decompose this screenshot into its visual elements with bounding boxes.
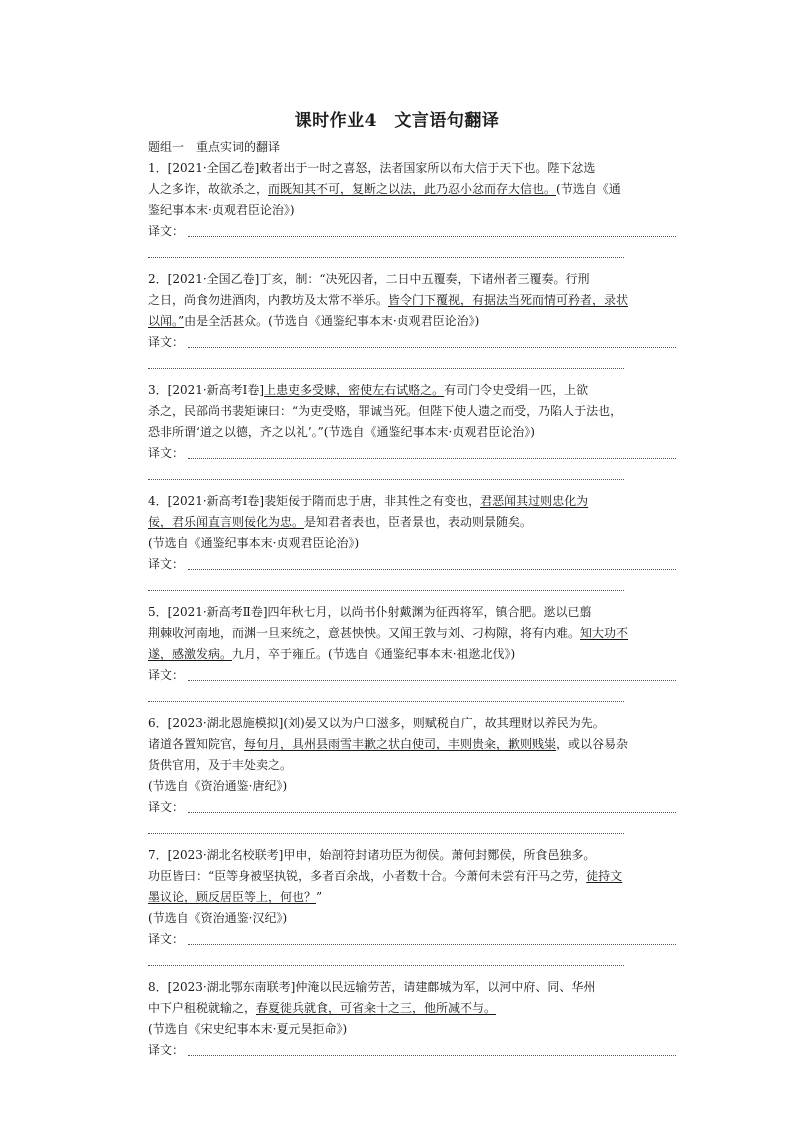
underlined-sentence: 而既知其不可，复断之以法，此乃忍小忿而存大信也。	[268, 182, 557, 196]
answer-row	[148, 1040, 676, 1061]
question-text: 货供官用，及于丰处卖之。	[148, 758, 293, 772]
group-heading	[148, 137, 676, 158]
question-text-line	[148, 755, 676, 776]
answer-label: 译文：	[148, 668, 185, 682]
question-text: 中下户租税就输之，	[148, 1001, 257, 1015]
underlined-sentence: 墨议论，顾反居臣等上，何也？	[148, 890, 317, 904]
underlined-sentence: 春夏徙兵就食，可省籴十之三，他所减不与。	[256, 1001, 497, 1015]
question-text: 8．[2023·湖北鄂东南联考]仲淹以民远输劳苦，请建鄜城为军，以河中府、同、华州	[148, 980, 596, 994]
question-text: 荆棘收河南地，而渊一旦来统之，意甚怏怏。又闻王敦与刘、刁构隙，将有内难。	[148, 626, 581, 640]
question-text-line	[148, 512, 676, 533]
question-text-line	[148, 734, 676, 755]
question-text: ”	[316, 890, 323, 904]
question-text: (节选自《通鉴纪事本末·贞观君臣论治》)	[148, 536, 360, 550]
answer-blank-line[interactable]	[188, 236, 676, 237]
question-text: 人之多诈，故欲杀之，	[148, 182, 269, 196]
question-text: 是知君者表也，臣者景也，表动则景随矣。	[304, 515, 533, 529]
question-text: 7．[2023·湖北名校联考]甲申，始剖符封诸功臣为彻侯。萧何封酂侯，所食邑独多。	[148, 848, 596, 862]
question-text-line	[148, 602, 676, 623]
underlined-sentence: 知大功不	[580, 626, 629, 640]
question-2	[148, 269, 676, 374]
answer-row	[148, 665, 676, 686]
worksheet-body	[148, 137, 676, 1067]
answer-row	[148, 554, 676, 575]
question-text-line	[148, 491, 676, 512]
answer-row	[148, 332, 676, 353]
answer-blank-line[interactable]	[188, 680, 676, 681]
question-text: 诸道各置知院官，	[148, 737, 245, 751]
question-text: 1．[2021·全国乙卷]敕者出于一时之喜怒，法者国家所以布大信于天下也。陛下忿选	[148, 161, 596, 175]
question-text-line	[148, 887, 676, 908]
answer-row-continued	[148, 686, 676, 707]
underlined-sentence: 君恶闻其过则忠化为	[480, 494, 589, 508]
question-text-line	[148, 845, 676, 866]
answer-label: 译文：	[148, 224, 185, 238]
answer-blank-line[interactable]	[148, 590, 624, 591]
question-text: (节选自《资治通鉴·汉纪》)	[148, 911, 288, 925]
answer-row-continued	[148, 242, 676, 263]
answer-row	[148, 797, 676, 818]
answer-blank-line[interactable]	[148, 965, 624, 966]
answer-label: 译文：	[148, 932, 185, 946]
question-text-line	[148, 380, 676, 401]
question-text-line	[148, 179, 676, 200]
answer-blank-line[interactable]	[188, 1055, 676, 1056]
question-text: 鉴纪事本末·贞观君臣论治》)	[148, 203, 295, 217]
question-text: 由是全活甚众。(节选自《通鉴纪事本末·贞观君臣论治》)	[184, 314, 480, 328]
answer-row-continued	[148, 818, 676, 839]
group-heading-text: 题组一 重点实词的翻译	[148, 140, 281, 154]
answer-row-continued	[148, 950, 676, 971]
question-list	[148, 158, 676, 1061]
question-1	[148, 158, 676, 263]
question-source	[148, 1019, 676, 1040]
answer-row	[148, 929, 676, 950]
question-text-line	[148, 623, 676, 644]
question-text: 有司门令史受绢一匹，上欲	[444, 383, 589, 397]
answer-label: 译文：	[148, 1043, 185, 1057]
answer-row-continued	[148, 353, 676, 374]
question-4	[148, 491, 676, 596]
question-source	[148, 533, 676, 554]
question-text-line	[148, 290, 676, 311]
question-text-line	[148, 998, 676, 1019]
question-source	[148, 776, 676, 797]
question-text: 2．[2021·全国乙卷]丁亥，制：“决死囚者，二日中五覆奏，下诸州者三覆奏。行刑	[148, 272, 590, 286]
question-text: (节选自《宋史纪事本末·夏元昊拒命》)	[148, 1022, 348, 1036]
answer-blank-line[interactable]	[188, 944, 676, 945]
answer-row-continued	[148, 464, 676, 485]
question-7	[148, 845, 676, 971]
question-text: 功臣皆曰：“臣等身被坚执锐，多者百余战，小者数十合。今萧何未尝有汗马之劳，	[148, 869, 587, 883]
answer-label: 译文：	[148, 557, 185, 571]
answer-label: 译文：	[148, 446, 185, 460]
question-text: (节选自《资治通鉴·唐纪》)	[148, 779, 288, 793]
underlined-sentence: 以闻。”	[148, 314, 185, 328]
answer-blank-line[interactable]	[188, 569, 676, 570]
question-text: 3．[2021·新高考Ⅰ卷]	[148, 383, 265, 397]
question-text-line	[148, 311, 676, 332]
page-title: 课时作业4 文言语句翻译	[294, 111, 500, 131]
underlined-sentence: 佞，君乐闻直言则佞化为忠。	[148, 515, 305, 529]
question-text-line	[148, 269, 676, 290]
question-text-line	[148, 401, 676, 422]
underlined-sentence: 上患吏多受赇，密使左右试赂之。	[264, 383, 445, 397]
answer-row-continued	[148, 575, 676, 596]
question-text: 5．[2021·新高考Ⅱ卷]四年秋七月，以尚书仆射戴渊为征西将军，镇合肥。逖以已翦	[148, 605, 592, 619]
question-8	[148, 977, 676, 1061]
answer-label: 译文：	[148, 335, 185, 349]
question-text-line	[148, 977, 676, 998]
answer-label: 译文：	[148, 800, 185, 814]
underlined-sentence: 每旬月，具州县雨雪丰歉之状白使司，丰则贵籴，歉则贱粜	[244, 737, 557, 751]
question-text-line	[148, 158, 676, 179]
answer-blank-line[interactable]	[188, 458, 676, 459]
answer-blank-line[interactable]	[148, 257, 624, 258]
question-text: 恐非所谓‘道之以德，齐之以礼’。”(节选自《通鉴纪事本末·贞观君臣论治》)	[148, 425, 535, 439]
question-text: 杀之，民部尚书裴矩谏曰：“为吏受赂，罪诚当死。但陛下使人遗之而受，乃陷人于法也，	[148, 404, 623, 418]
question-text: (节选自《通	[556, 182, 621, 196]
underlined-sentence: 皆令门下覆视，有据法当死而情可矜者，录状	[388, 293, 629, 307]
answer-blank-line[interactable]	[148, 368, 624, 369]
question-3	[148, 380, 676, 485]
question-text-line	[148, 866, 676, 887]
answer-row	[148, 221, 676, 242]
answer-row	[148, 443, 676, 464]
answer-blank-line[interactable]	[148, 833, 624, 834]
question-source	[148, 908, 676, 929]
question-5	[148, 602, 676, 707]
question-6	[148, 713, 676, 839]
question-text: 4．[2021·新高考Ⅰ卷]裴矩佞于隋而忠于唐，非其性之有变也，	[148, 494, 481, 508]
question-text: 之日，尚食勿进酒肉，内教坊及太常不举乐。	[148, 293, 389, 307]
question-text-line	[148, 200, 676, 221]
question-text: ，或以谷易杂	[556, 737, 629, 751]
answer-blank-line[interactable]	[148, 479, 624, 480]
answer-blank-line[interactable]	[188, 347, 676, 348]
question-text: 九月，卒于雍丘。(节选自《通鉴纪事本末·祖逖北伐》)	[232, 647, 516, 661]
question-text-line	[148, 644, 676, 665]
question-text: 6．[2023·湖北恩施模拟](刘)晏又以为户口滋多，则赋税自广，故其理财以养民为先。	[148, 716, 605, 730]
underlined-sentence: 遂，感激发病。	[148, 647, 233, 661]
underlined-sentence: 徒持文	[586, 869, 623, 883]
question-text-line	[148, 713, 676, 734]
answer-blank-line[interactable]	[148, 701, 624, 702]
question-text-line	[148, 422, 676, 443]
answer-blank-line[interactable]	[188, 812, 676, 813]
